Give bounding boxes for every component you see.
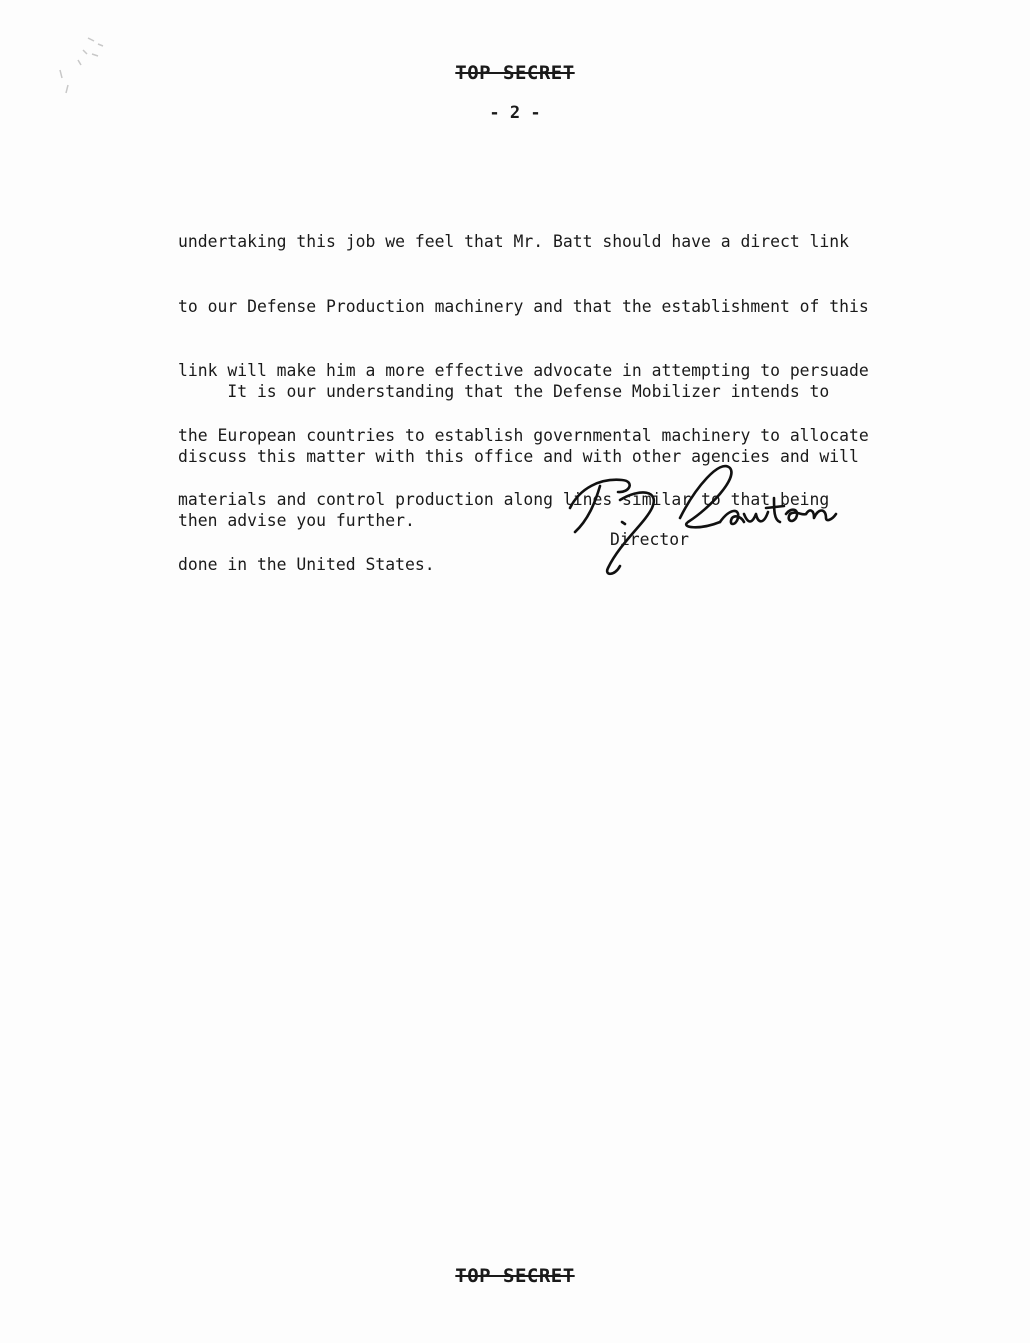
paragraph-2-line: then advise you further. — [178, 511, 415, 530]
paragraph-2-line: discuss this matter with this office and with other agencies and will — [178, 446, 859, 466]
classification-header-text: TOP SECRET — [455, 62, 575, 84]
paragraph-1-line: the European countries to establish governmental machinery to allocate — [178, 425, 869, 445]
paragraph-1-line: done in the United States. — [178, 554, 435, 574]
page-number: - 2 - — [489, 103, 541, 123]
paragraph-1-line: to our Defense Production machinery and that the establishment of this — [178, 296, 869, 316]
signatory-title: Director — [610, 530, 689, 549]
classification-footer-text: TOP SECRET — [455, 1265, 575, 1287]
handwritten-signature — [560, 448, 910, 578]
paragraph-1-line: link will make him a more effective advocate in attempting to persuade — [178, 361, 869, 380]
signature-drawing — [560, 448, 910, 578]
classification-header — [0, 62, 1030, 84]
classification-footer — [0, 1265, 1030, 1287]
paragraph-1-line: undertaking this job we feel that Mr. Batt should have a direct link — [178, 232, 850, 251]
paragraph-1-line: materials and control production along lines similar to that being — [178, 490, 830, 509]
paragraph-2-line: It is our understanding that the Defense Mobilizer intends to — [178, 382, 830, 401]
